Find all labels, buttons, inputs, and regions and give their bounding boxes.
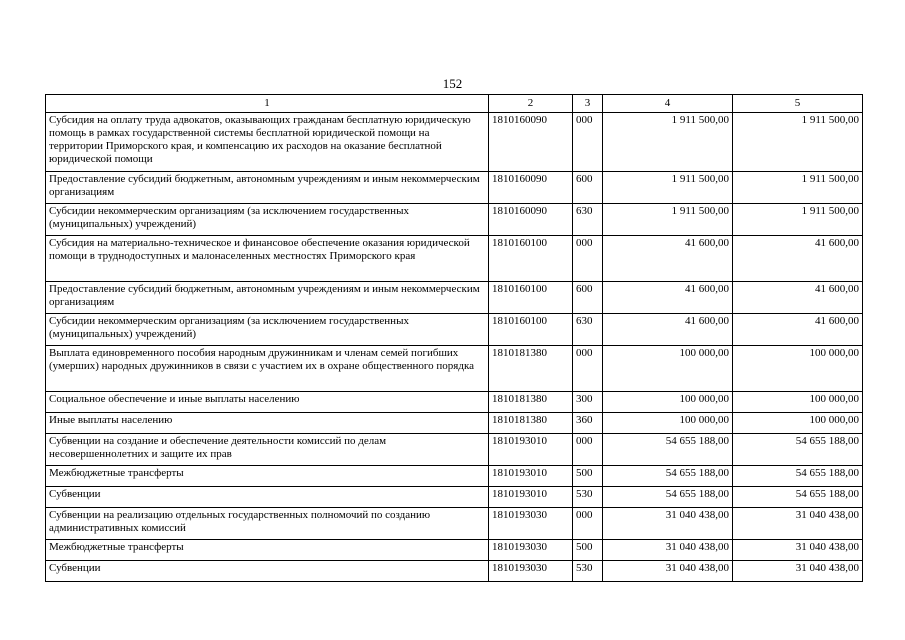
row-name: Субвенции bbox=[46, 561, 489, 582]
budget-table bbox=[45, 94, 863, 582]
row-kind: 000 bbox=[573, 113, 603, 172]
row-amount-col5: 1 911 500,00 bbox=[733, 113, 863, 172]
row-amount-col5: 100 000,00 bbox=[733, 346, 863, 392]
table-row bbox=[46, 561, 863, 582]
row-kind: 530 bbox=[573, 561, 603, 582]
row-kind: 500 bbox=[573, 466, 603, 487]
table-row bbox=[46, 508, 863, 540]
row-amount-col5: 41 600,00 bbox=[733, 236, 863, 282]
row-code: 1810160100 bbox=[489, 236, 573, 282]
row-kind: 000 bbox=[573, 434, 603, 466]
column-header-5: 5 bbox=[733, 95, 863, 113]
row-amount-col4: 1 911 500,00 bbox=[603, 204, 733, 236]
row-amount-col4: 41 600,00 bbox=[603, 236, 733, 282]
table-row bbox=[46, 487, 863, 508]
row-amount-col4: 31 040 438,00 bbox=[603, 540, 733, 561]
row-amount-col4: 31 040 438,00 bbox=[603, 561, 733, 582]
row-amount-col5: 31 040 438,00 bbox=[733, 561, 863, 582]
row-name: Предоставление субсидий бюджетным, автономным учреждениям и иным некоммерческим организациям bbox=[46, 172, 489, 204]
row-amount-col4: 31 040 438,00 bbox=[603, 508, 733, 540]
row-code: 1810181380 bbox=[489, 346, 573, 392]
column-header-2: 2 bbox=[489, 95, 573, 113]
table-row bbox=[46, 204, 863, 236]
row-kind: 000 bbox=[573, 508, 603, 540]
row-name: Социальное обеспечение и иные выплаты населению bbox=[46, 392, 489, 413]
table-row bbox=[46, 314, 863, 346]
row-kind: 500 bbox=[573, 540, 603, 561]
row-kind: 000 bbox=[573, 236, 603, 282]
row-name: Субсидии некоммерческим организациям (за исключением государственных (муниципальных) учреждений) bbox=[46, 314, 489, 346]
column-header-3: 3 bbox=[573, 95, 603, 113]
row-code: 1810193030 bbox=[489, 561, 573, 582]
row-amount-col5: 31 040 438,00 bbox=[733, 508, 863, 540]
row-name: Субвенции на создание и обеспечение деятельности комиссий по делам несовершеннолетних и защите их прав bbox=[46, 434, 489, 466]
row-code: 1810193030 bbox=[489, 508, 573, 540]
row-kind: 530 bbox=[573, 487, 603, 508]
row-kind: 300 bbox=[573, 392, 603, 413]
table-row bbox=[46, 236, 863, 282]
row-amount-col4: 41 600,00 bbox=[603, 314, 733, 346]
table-row bbox=[46, 466, 863, 487]
row-code: 1810181380 bbox=[489, 392, 573, 413]
table-row bbox=[46, 540, 863, 561]
row-code: 1810181380 bbox=[489, 413, 573, 434]
row-amount-col5: 31 040 438,00 bbox=[733, 540, 863, 561]
row-amount-col5: 100 000,00 bbox=[733, 392, 863, 413]
row-code: 1810193010 bbox=[489, 434, 573, 466]
row-name: Субвенции bbox=[46, 487, 489, 508]
row-code: 1810160100 bbox=[489, 314, 573, 346]
row-code: 1810160090 bbox=[489, 172, 573, 204]
row-amount-col5: 1 911 500,00 bbox=[733, 172, 863, 204]
row-name: Межбюджетные трансферты bbox=[46, 466, 489, 487]
row-name: Иные выплаты населению bbox=[46, 413, 489, 434]
row-name: Субвенции на реализацию отдельных государственных полномочий по созданию административных комиссий bbox=[46, 508, 489, 540]
row-amount-col5: 54 655 188,00 bbox=[733, 487, 863, 508]
row-code: 1810193010 bbox=[489, 487, 573, 508]
row-name: Выплата единовременного пособия народным дружинникам и членам семей погибших (умерших) народных дружинников в связи с участием их в охране общественного порядка bbox=[46, 346, 489, 392]
column-header-1: 1 bbox=[46, 95, 489, 113]
table-row bbox=[46, 113, 863, 172]
row-amount-col4: 100 000,00 bbox=[603, 413, 733, 434]
row-code: 1810160100 bbox=[489, 282, 573, 314]
row-amount-col4: 100 000,00 bbox=[603, 346, 733, 392]
row-amount-col5: 41 600,00 bbox=[733, 282, 863, 314]
table-row bbox=[46, 282, 863, 314]
row-kind: 630 bbox=[573, 314, 603, 346]
table-row bbox=[46, 434, 863, 466]
row-amount-col5: 1 911 500,00 bbox=[733, 204, 863, 236]
row-code: 1810160090 bbox=[489, 113, 573, 172]
page-number: 152 bbox=[442, 76, 463, 91]
row-amount-col4: 54 655 188,00 bbox=[603, 466, 733, 487]
row-amount-col5: 100 000,00 bbox=[733, 413, 863, 434]
row-code: 1810193030 bbox=[489, 540, 573, 561]
table-row bbox=[46, 413, 863, 434]
row-amount-col5: 54 655 188,00 bbox=[733, 466, 863, 487]
row-amount-col4: 54 655 188,00 bbox=[603, 487, 733, 508]
table-row bbox=[46, 172, 863, 204]
row-amount-col4: 1 911 500,00 bbox=[603, 113, 733, 172]
row-amount-col5: 41 600,00 bbox=[733, 314, 863, 346]
row-code: 1810193010 bbox=[489, 466, 573, 487]
table-row bbox=[46, 392, 863, 413]
table-row bbox=[46, 346, 863, 392]
row-name: Субсидия на материально-техническое и финансовое обеспечение оказания юридической помощи в труднодоступных и малонаселенных местностях Приморского края bbox=[46, 236, 489, 282]
row-name: Субсидии некоммерческим организациям (за исключением государственных (муниципальных) учреждений) bbox=[46, 204, 489, 236]
row-amount-col4: 54 655 188,00 bbox=[603, 434, 733, 466]
row-kind: 600 bbox=[573, 282, 603, 314]
row-code: 1810160090 bbox=[489, 204, 573, 236]
row-amount-col4: 1 911 500,00 bbox=[603, 172, 733, 204]
row-name: Субсидия на оплату труда адвокатов, оказывающих гражданам бесплатную юридическую помощь в рамках государственной системы бесплатной юридической помощи на территории Приморского края, и компенсацию их расходов на оказание бесплатной юридической помощи bbox=[46, 113, 489, 172]
row-amount-col4: 100 000,00 bbox=[603, 392, 733, 413]
row-name: Межбюджетные трансферты bbox=[46, 540, 489, 561]
table-header-row bbox=[46, 95, 863, 113]
row-kind: 360 bbox=[573, 413, 603, 434]
row-name: Предоставление субсидий бюджетным, автономным учреждениям и иным некоммерческим организациям bbox=[46, 282, 489, 314]
row-amount-col4: 41 600,00 bbox=[603, 282, 733, 314]
row-kind: 000 bbox=[573, 346, 603, 392]
row-kind: 600 bbox=[573, 172, 603, 204]
row-kind: 630 bbox=[573, 204, 603, 236]
column-header-4: 4 bbox=[603, 95, 733, 113]
row-amount-col5: 54 655 188,00 bbox=[733, 434, 863, 466]
